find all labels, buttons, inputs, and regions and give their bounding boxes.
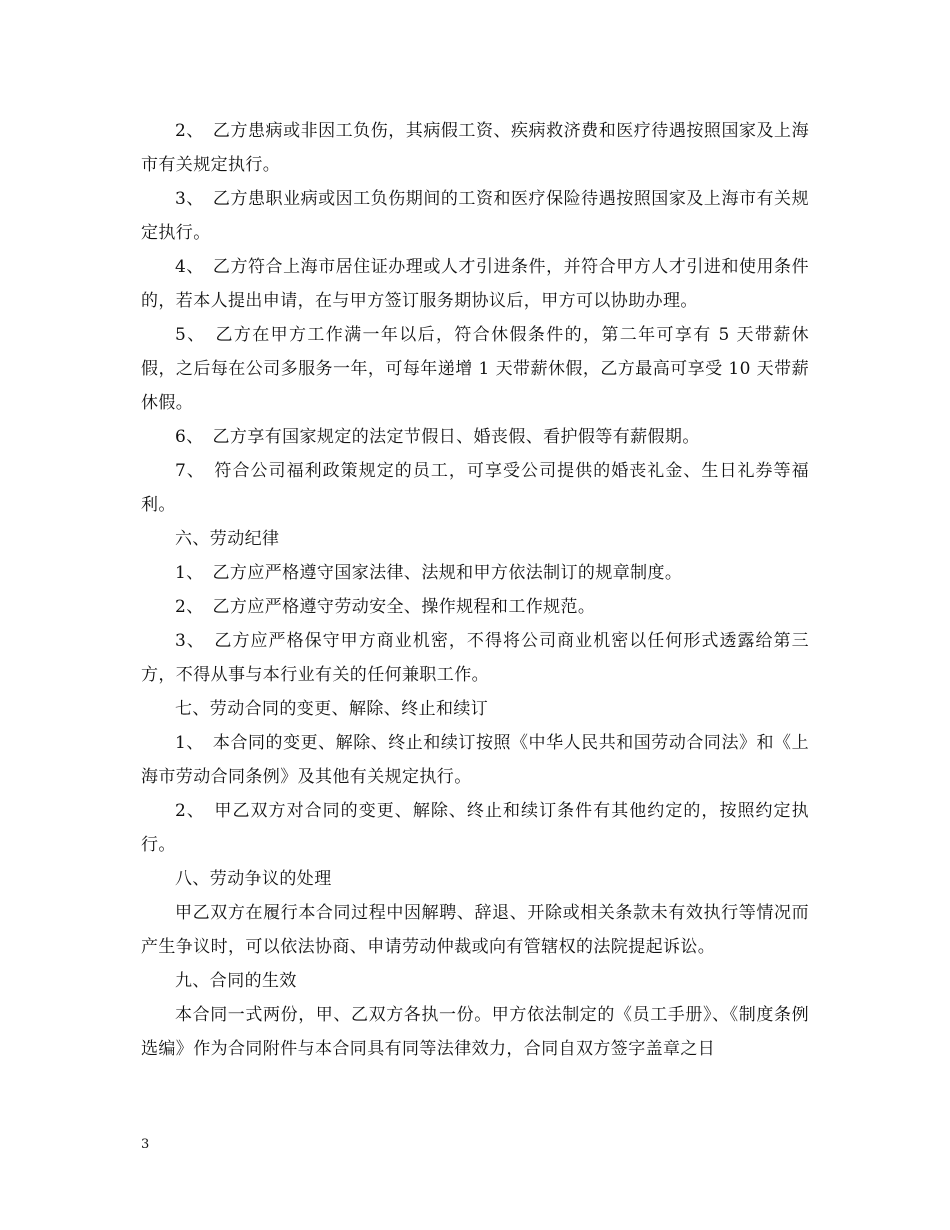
clause-7-2: 2、 甲乙双方对合同的变更、解除、终止和续订条件有其他约定的，按照约定执行。 xyxy=(141,801,809,855)
clause-6-2: 2、 乙方应严格遵守劳动安全、操作规程和工作规范。 xyxy=(175,597,596,617)
clause-6-3: 3、 乙方应严格保守甲方商业机密，不得将公司商业机密以任何形式透露给第三方，不得从事与本行业有关的任何兼职工作。 xyxy=(141,631,809,685)
clause-5-3: 3、 乙方患职业病或因工负伤期间的工资和医疗保险待遇按照国家及上海市有关规定执行。 xyxy=(141,189,809,243)
clause-7-1: 1、 本合同的变更、解除、终止和续订按照《中华人民共和国劳动合同法》和《上海市劳动合同条例》及其他有关规定执行。 xyxy=(141,733,809,787)
section-heading-8: 八、劳动争议的处理 xyxy=(175,869,332,889)
clause-5-4: 4、 乙方符合上海市居住证办理或人才引进条件，并符合甲方人才引进和使用条件的，若本人提出申请，在与甲方签订服务期协议后，甲方可以协助办理。 xyxy=(141,257,809,311)
section-8-body: 甲乙双方在履行本合同过程中因解聘、辞退、开除或相关条款未有效执行等情况而产生争议时，可以依法协商、申请劳动仲裁或向有管辖权的法院提起诉讼。 xyxy=(141,903,809,957)
section-heading-7: 七、劳动合同的变更、解除、终止和续订 xyxy=(175,699,489,719)
section-heading-9: 九、合同的生效 xyxy=(175,971,297,991)
document-body xyxy=(141,114,809,1066)
clause-5-7: 7、 符合公司福利政策规定的员工，可享受公司提供的婚丧礼金、生日礼券等福利。 xyxy=(141,461,809,515)
clause-5-5: 5、 乙方在甲方工作满一年以后，符合休假条件的，第二年可享有 5 天带薪休假，之后每在公司多服务一年，可每年递增 1 天带薪休假，乙方最高可享受 10 天带薪休假。 xyxy=(141,325,809,413)
clause-5-2: 2、 乙方患病或非因工负伤，其病假工资、疾病救济费和医疗待遇按照国家及上海市有关规定执行。 xyxy=(141,121,809,175)
clause-6-1: 1、 乙方应严格遵守国家法律、法规和甲方依法制订的规章制度。 xyxy=(175,563,683,583)
clause-5-6: 6、 乙方享有国家规定的法定节假日、婚丧假、看护假等有薪假期。 xyxy=(175,427,700,447)
section-9-body: 本合同一式两份，甲、乙双方各执一份。甲方依法制定的《员工手册》、《制度条例选编》作为合同附件与本合同具有同等法律效力，合同自双方签字盖章之日 xyxy=(141,1005,809,1059)
page-number: 3 xyxy=(141,1137,150,1152)
section-heading-6: 六、劳动纪律 xyxy=(175,529,280,549)
